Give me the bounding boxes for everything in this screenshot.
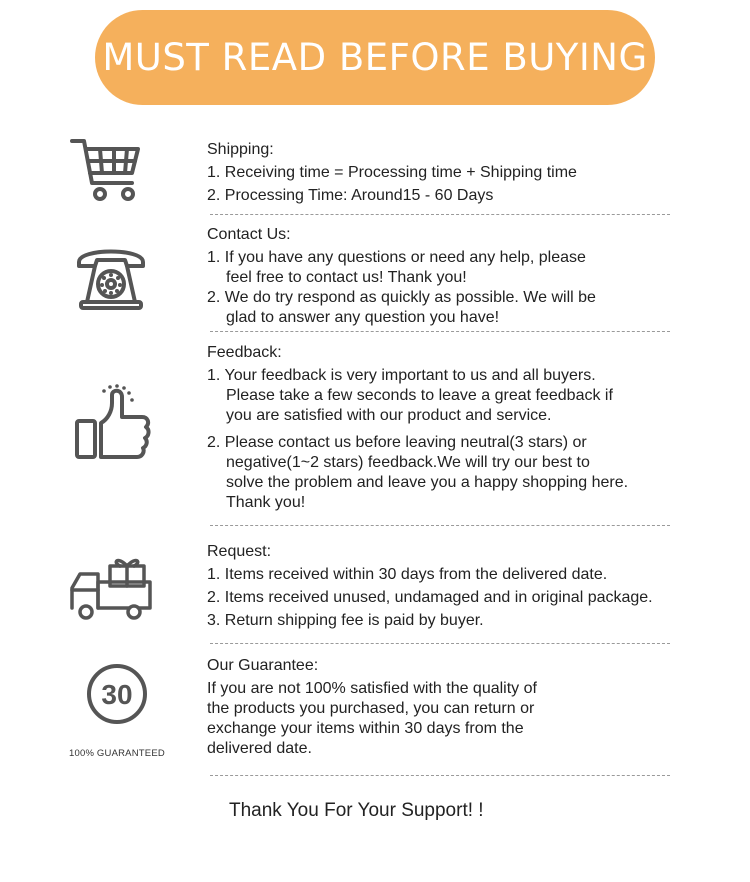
header-banner — [95, 10, 655, 105]
guarantee-line: If you are not 100% satisfied with the quality of — [207, 680, 537, 697]
divider — [210, 525, 670, 526]
request-line-2: 2. Items received unused, undamaged and in original package. — [207, 589, 653, 606]
divider — [210, 643, 670, 644]
request-line-1: 1. Items received within 30 days from the delivered date. — [207, 566, 608, 583]
badge-number: 30 — [101, 679, 133, 710]
request-section — [207, 542, 672, 631]
shipping-heading: Shipping: — [207, 141, 274, 158]
divider — [210, 331, 670, 332]
divider — [210, 775, 670, 776]
shipping-section — [207, 140, 672, 206]
request-line-3: 3. Return shipping fee is paid by buyer. — [207, 612, 484, 629]
request-heading: Request: — [207, 543, 272, 560]
divider — [210, 214, 670, 215]
guarantee-line: the products you purchased, you can return or — [207, 700, 535, 717]
feedback-line-1-cont: Please take a few seconds to leave a great feedback if — [226, 387, 613, 404]
shipping-line-2: 2. Processing Time: Around15 - 60 Days — [207, 187, 494, 204]
guarantee-line: exchange your items within 30 days from the — [207, 720, 524, 737]
thank-you-message: Thank You For Your Support! ! — [229, 800, 484, 821]
feedback-line-2-cont: Thank you! — [226, 494, 306, 511]
feedback-section — [207, 343, 672, 513]
feedback-line-2-cont: negative(1~2 stars) feedback.We will try our best to — [226, 454, 590, 471]
guarantee-line: delivered date. — [207, 740, 312, 757]
guarantee-section — [207, 656, 672, 759]
guarantee-badge-label: 100% GUARANTEED — [69, 748, 165, 759]
contact-section — [207, 225, 672, 328]
guarantee-heading: Our Guarantee: — [207, 657, 319, 674]
feedback-heading: Feedback: — [207, 344, 282, 361]
telephone-icon — [75, 240, 147, 312]
feedback-line-2-cont: solve the problem and leave you a happy shopping here. — [226, 474, 629, 491]
contact-line-1: 1. If you have any questions or need any help, please — [207, 249, 586, 266]
contact-line-1-cont: feel free to contact us! Thank you! — [226, 269, 467, 286]
thumbs-up-icon — [74, 383, 154, 463]
contact-heading: Contact Us: — [207, 226, 291, 243]
contact-line-2: 2. We do try respond as quickly as possible. We will be — [207, 289, 596, 306]
feedback-line-1-cont: you are satisfied with our product and service. — [226, 407, 552, 424]
feedback-line-2: 2. Please contact us before leaving neutral(3 stars) or — [207, 434, 587, 451]
contact-line-2-cont: glad to answer any question you have! — [226, 309, 500, 326]
shopping-cart-icon — [70, 135, 142, 203]
feedback-line-1: 1. Your feedback is very important to us and all buyers. — [207, 367, 596, 384]
shipping-line-1: 1. Receiving time = Processing time + Shipping time — [207, 164, 577, 181]
delivery-truck-gift-icon — [68, 556, 154, 622]
page-title: MUST READ BEFORE BUYING — [102, 36, 648, 79]
guarantee-30-badge-icon — [86, 663, 148, 725]
